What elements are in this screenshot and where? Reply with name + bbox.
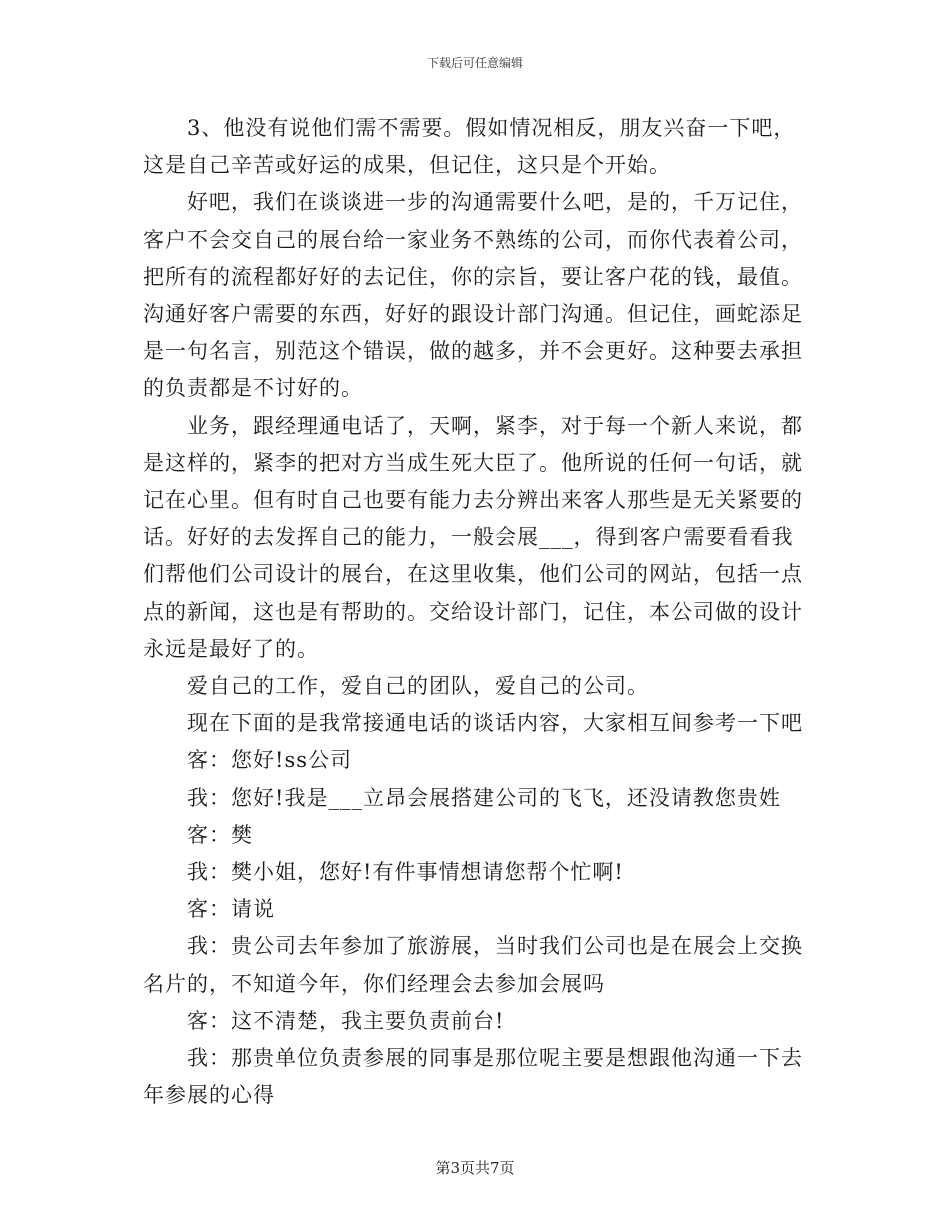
dialogue-line: 我：那贵单位负责参展的同事是那位呢主要是想跟他沟通一下去年参展的心得 [143, 1046, 803, 1108]
paragraph: 爱自己的工作，爱自己的团队，爱自己的公司。 [187, 674, 649, 699]
dialogue-line: 我：贵公司去年参加了旅游展，当时我们公司也是在展会上交换名片的，不知道今年，你们经理会去参加会展吗 [143, 934, 803, 996]
document-body [143, 110, 803, 1114]
dialogue-line: 客：请说 [187, 897, 275, 922]
page-header: 下载后可任意编辑 [426, 56, 523, 70]
paragraph: 3、他没有说他们需不需要。假如情况相反，朋友兴奋一下吧，这是自己辛苦或好运的成果，但记住，这只是个开始。 [143, 116, 796, 178]
dialogue-line: 我：樊小姐，您好!有件事情想请您帮个忙啊! [187, 860, 624, 885]
dialogue-line: 我：您好!我是___立昂会展搭建公司的飞飞，还没请教您贵姓 [187, 785, 781, 810]
paragraph: 现在下面的是我常接通电话的谈话内容，大家相互间参考一下吧 [187, 711, 803, 736]
paragraph: 好吧，我们在谈谈进一步的沟通需要什么吧，是的，千万记住，客户不会交自己的展台给一家业务不熟练的公司，而你代表着公司，把所有的流程都好好的去记住，你的宗旨，要让客户花的钱，最值。沟通好客户需要的东西，好好的跟设计部门沟通。但记住，画蛇添足是一句名言，别范这个错误，做的越多，并不会更好。这种要去承担的负责都是不讨好的。 [143, 190, 803, 401]
dialogue-line: 客：这不清楚，我主要负责前台! [187, 1008, 505, 1033]
page-footer: 第3页共7页 [435, 1159, 515, 1177]
paragraph: 业务，跟经理通电话了，天啊，紧李，对于每一个新人来说，都是这样的，紧李的把对方当成生死大臣了。他所说的任何一句话，就记在心里。但有时自己也要有能力去分辨出来客人那些是无关紧要的话。好好的去发挥自己的能力，一般会展___，得到客户需要看看我们帮他们公司设计的展台，在这里收集，他们公司的网站，包括一点点的新闻，这也是有帮助的。交给设计部门，记住，本公司做的设计永远是最好了的。 [143, 413, 803, 661]
dialogue-line: 客：您好!ss公司 [187, 748, 352, 773]
dialogue-line: 客：樊 [187, 822, 253, 847]
